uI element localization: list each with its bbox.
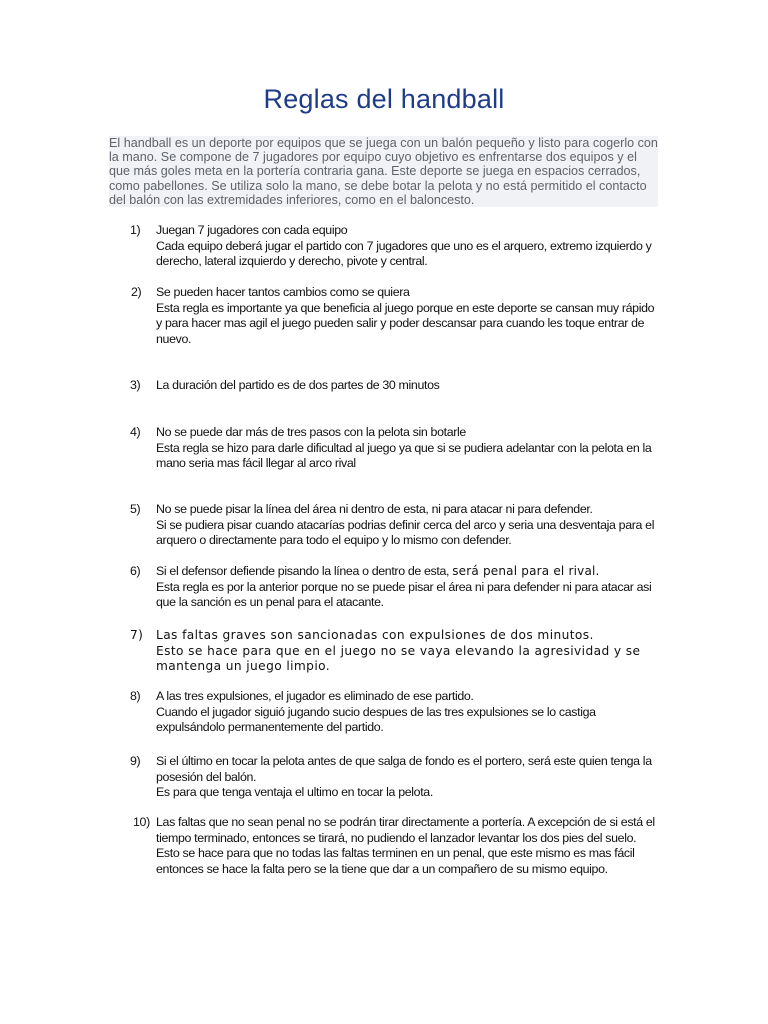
- rule-number: 2): [131, 285, 142, 299]
- rule-number: 9): [130, 754, 141, 768]
- rule-heading: No se puede pisar la línea del área ni dentro de esta, ni para atacar ni para defender.: [156, 502, 593, 516]
- rule-explanation: Esto se hace para que no todas las faltas terminen en un penal, que este mismo es mas fácil entonces se hace la falta pero se la tiene que dar a un compañero de su mismo equipo.: [156, 846, 635, 876]
- rule-heading: Las faltas que no sean penal no se podrán tirar directamente a portería. A excepción de si está el tiempo terminado, entonces se tirará, no pudiendo el lanzador levantar los dos pies del suelo.: [156, 815, 655, 845]
- rule-heading: Las faltas graves son sancionadas con expulsiones de dos minutos.: [156, 628, 594, 642]
- intro-paragraph: El handball es un deporte por equipos que se juega con un balón pequeño y listo para cogerlo con la mano. Se compone de 7 jugadores por equipo cuyo objetivo es enfrentarse dos equipos y el que más goles meta en la portería contraria gana. Este deporte se juega en espacios cerrados, como pabellones. Se utiliza solo la mano, se debe botar la pelota y no está permitido el contacto del balón con las extremidades inferiores, como en el baloncesto.: [109, 136, 658, 207]
- rule-number: 3): [130, 378, 141, 392]
- rule-explanation: Es para que tenga ventaja el ultimo en tocar la pelota.: [156, 785, 433, 800]
- rule-body: [156, 425, 658, 472]
- rule-number: 4): [130, 425, 141, 439]
- rule-explanation: Cada equipo deberá jugar el partido con 7 jugadores que uno es el arquero, extremo izquierdo y derecho, lateral izquierdo y derecho, pivote y central.: [156, 238, 652, 269]
- rule-explanation: Cuando el jugador siguió jugando sucio despues de las tres expulsiones se lo castiga expulsándolo permanentemente del partido.: [156, 704, 596, 735]
- rule-heading: A las tres expulsiones, el jugador es eliminado de ese partido.: [156, 689, 474, 703]
- rule-number: 7): [130, 628, 144, 642]
- rule-number: 5): [130, 502, 141, 516]
- rule-heading-part: será penal para el rival.: [452, 564, 600, 578]
- rule-body: [156, 502, 658, 549]
- rule-number: 6): [130, 564, 141, 578]
- rule-explanation: Esta regla es por la anterior porque no se puede pisar el área ni para defender ni para atacar asi que la sanción es un penal para el atacante.: [156, 579, 652, 610]
- rule-body: [156, 223, 658, 270]
- rule-explanation: Esto se hace para que en el juego no se vaya elevando la agresividad y se mantenga un juego limpio.: [156, 643, 641, 674]
- rule-number: 1): [130, 223, 141, 237]
- rule-body: [156, 285, 658, 347]
- rule-body: [156, 689, 658, 736]
- rule-number: 10): [133, 815, 150, 829]
- rule-heading: Si el último en tocar la pelota antes de que salga de fondo es el portero, será este quien tenga la posesión del balón.: [156, 754, 652, 784]
- rule-heading-part: Si el defensor defiende pisando la línea o dentro de esta,: [156, 564, 453, 578]
- rule-body: [156, 754, 658, 801]
- rule-body: [156, 564, 658, 611]
- rule-heading: Juegan 7 jugadores con cada equipo: [156, 223, 348, 237]
- rule-heading: La duración del partido es de dos partes de 30 minutos: [156, 378, 440, 392]
- rule-explanation: Si se pudiera pisar cuando atacarías podrias definir cerca del arco y seria una desventaja para el arquero o directamente para todo el equipo y lo mismo con defender.: [156, 517, 655, 548]
- rule-body: [156, 378, 658, 394]
- rule-number: 8): [130, 689, 141, 703]
- rule-explanation: Esta regla se hizo para darle dificultad al juego ya que si se pudiera adelantar con la pelota en la mano seria mas fácil llegar al arco rival: [156, 440, 652, 471]
- rule-body: [156, 815, 658, 877]
- rule-heading: [156, 564, 658, 580]
- page-title: Reglas del handball: [263, 84, 505, 114]
- rule-heading: No se puede dar más de tres pasos con la pelota sin botarle: [156, 425, 466, 439]
- rule-explanation: Esta regla es importante ya que beneficia al juego porque en este deporte se cansan muy rápido y para hacer mas agil el juego pueden salir y poder descansar para cuando les toque entrar de nuevo.: [156, 300, 655, 346]
- rule-body: [156, 628, 658, 675]
- rule-heading: Se pueden hacer tantos cambios como se quiera: [156, 285, 410, 299]
